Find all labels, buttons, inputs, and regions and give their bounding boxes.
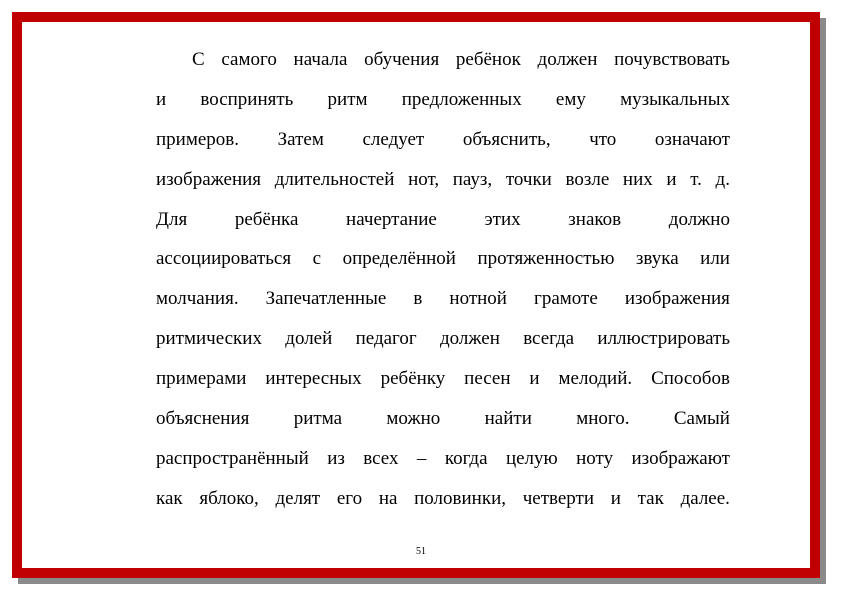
word: следует xyxy=(362,128,425,150)
word: Запечатленные xyxy=(265,288,387,310)
word: всегда xyxy=(523,328,575,350)
word: начертание xyxy=(346,208,437,230)
word: как xyxy=(156,487,183,509)
word: них xyxy=(622,168,653,190)
word: изображают xyxy=(631,447,730,469)
word: можно xyxy=(386,408,441,430)
word: ему xyxy=(555,88,586,110)
word: всех xyxy=(363,447,399,469)
word: ребёнку xyxy=(380,368,446,390)
word: целую xyxy=(505,447,558,469)
word: иллюстрировать xyxy=(597,328,730,350)
word: означают xyxy=(654,128,730,150)
word: т. xyxy=(690,168,702,190)
word: точки xyxy=(505,168,552,190)
word: ноту xyxy=(576,447,614,469)
word: песен xyxy=(464,368,511,390)
word: мелодий. xyxy=(558,368,633,390)
word: объяснения xyxy=(156,408,250,430)
word: примеров. xyxy=(156,128,240,150)
word: половинки, xyxy=(414,487,506,509)
word: почувствовать xyxy=(614,49,730,70)
text-line xyxy=(156,279,730,319)
page-number: 51 xyxy=(416,546,426,557)
word: определённой xyxy=(342,248,456,270)
word: длительностей xyxy=(274,168,395,190)
word: или xyxy=(700,248,730,270)
word: ассоциироваться xyxy=(156,248,292,270)
word: ребёнка xyxy=(234,208,299,230)
word: долей xyxy=(285,328,333,350)
word: и xyxy=(529,368,540,390)
word: найти xyxy=(484,408,532,430)
word: интересных xyxy=(265,368,362,390)
word: распространённый xyxy=(156,447,309,469)
text-line xyxy=(156,120,730,160)
word: должен xyxy=(439,328,500,350)
text-line xyxy=(156,40,730,80)
word: самого xyxy=(221,49,277,70)
word: должен xyxy=(537,49,598,70)
word: так xyxy=(637,487,664,509)
word: этих xyxy=(484,208,521,230)
word: – xyxy=(416,447,427,469)
word: с xyxy=(312,248,322,270)
word: на xyxy=(378,487,398,509)
word: примерами xyxy=(156,368,247,390)
text-line xyxy=(156,239,730,279)
word: пауз, xyxy=(452,168,493,190)
word: музыкальных xyxy=(620,88,730,110)
word: возле xyxy=(565,168,610,190)
word: его xyxy=(336,487,363,509)
word: ребёнок xyxy=(455,49,521,70)
word: делят xyxy=(275,487,321,509)
word: в xyxy=(413,288,423,310)
word: должно xyxy=(668,208,730,230)
word: С xyxy=(192,49,205,70)
word: предложенных xyxy=(401,88,522,110)
word: обучения xyxy=(364,49,440,70)
word: Самый xyxy=(673,408,730,430)
word: далее. xyxy=(680,487,730,509)
word: ритма xyxy=(293,408,343,430)
word: из xyxy=(327,447,345,469)
word: знаков xyxy=(568,208,622,230)
word: молчания. xyxy=(156,288,239,310)
word: и xyxy=(666,168,677,190)
text-line xyxy=(156,439,730,479)
word: Затем xyxy=(277,128,324,150)
word: Для xyxy=(156,208,188,230)
word: когда xyxy=(444,447,488,469)
word: ритмических xyxy=(156,328,262,350)
word: объяснить, xyxy=(462,128,551,150)
word: изображения xyxy=(156,168,262,190)
word: воспринять xyxy=(200,88,294,110)
word: д. xyxy=(715,168,730,190)
text-line xyxy=(156,160,730,200)
word: и xyxy=(610,487,621,509)
word: что xyxy=(589,128,617,150)
word: нотной xyxy=(449,288,507,310)
word: нот, xyxy=(408,168,440,190)
text-line xyxy=(156,80,730,120)
word: Способов xyxy=(651,368,730,390)
word: начала xyxy=(293,49,348,70)
word: ритм xyxy=(327,88,368,110)
word: яблоко, xyxy=(199,487,259,509)
word: протяженностью xyxy=(477,248,615,270)
text-line xyxy=(156,359,730,399)
text-line xyxy=(156,479,730,519)
word: и xyxy=(156,88,167,110)
word: много. xyxy=(576,408,630,430)
word: звука xyxy=(635,248,679,270)
text-line xyxy=(156,319,730,359)
word: грамоте xyxy=(534,288,598,310)
word: четверти xyxy=(522,487,595,509)
word: педагог xyxy=(355,328,417,350)
text-line xyxy=(156,399,730,439)
word: изображения xyxy=(624,288,730,310)
text-line xyxy=(156,200,730,240)
body-paragraph xyxy=(156,40,730,519)
